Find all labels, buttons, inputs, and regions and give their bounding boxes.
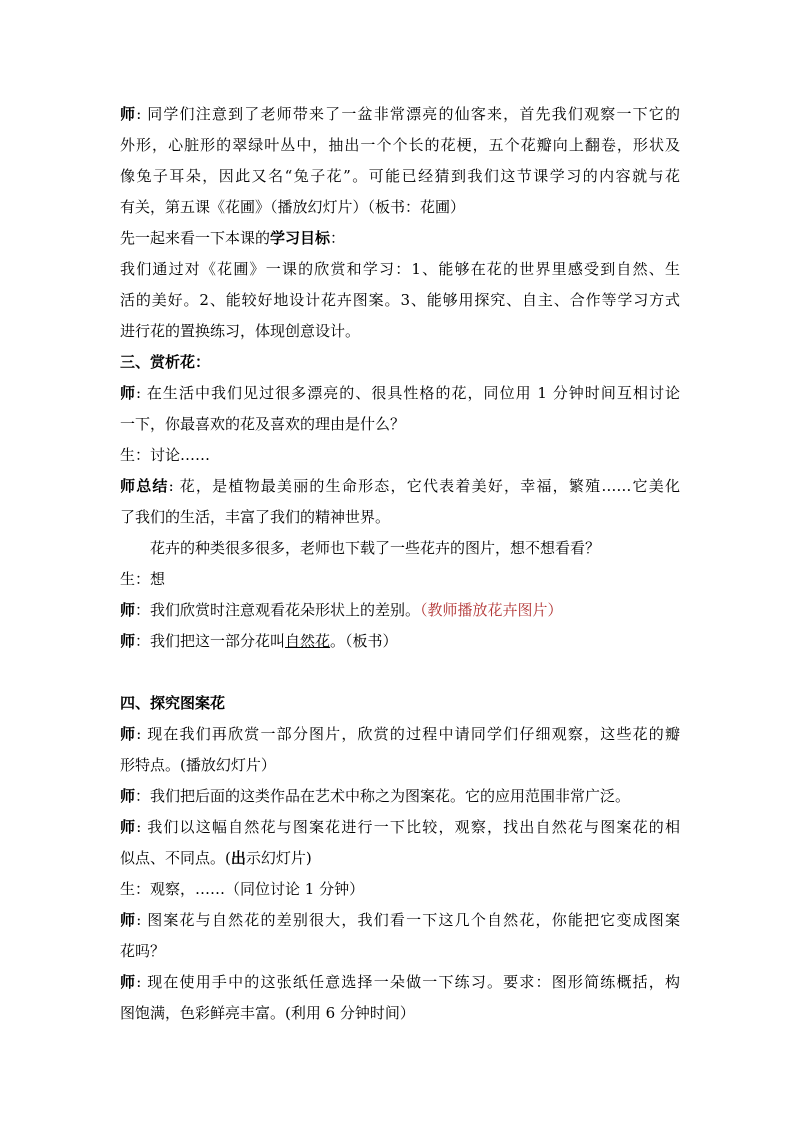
speaker-label: 师 (120, 384, 137, 402)
s4-p1-line-1: 师: 现在我们再欣赏一部分图片，欣赏的过程中请同学们仔细观察，这些花的瓣 (120, 725, 680, 743)
speaker-label: 师 (120, 973, 137, 991)
teacher-action-note: （教师播放花卉图片） (420, 601, 563, 619)
intro-line-1: 师: 同学们注意到了老师带来了一盆非常漂亮的仙客来，首先我们观察一下它的 (120, 105, 680, 123)
student-reply-2: 生：想 (120, 570, 166, 588)
underlined-term: 自然花 (285, 632, 331, 650)
s3-summary-line-2: 了我们的生活，丰富了我们的精神世界。 (120, 508, 391, 526)
s4-p5-line-2: 图饱满，色彩鲜亮丰富。(利用 6 分钟时间） (120, 1004, 415, 1022)
speaker-label: 师 (120, 725, 137, 743)
goal-lead: 先一起来看一下本课的学习目标： (120, 229, 346, 247)
s4-p5-line-1: 师: 现在使用手中的这张纸任意选择一朵做一下练习。要求：图形简练概括，构 (120, 973, 680, 991)
student-reply-1: 生：讨论…… (120, 446, 211, 464)
speaker-label: 师 (120, 105, 137, 123)
intro-line-3: 像兔子耳朵，因此又名“兔子花”。可能已经猜到我们这节课学习的内容就与花 (120, 167, 680, 185)
s3-teacher-line-2: 师：我们把这一部分花叫自然花。（板书） (120, 632, 398, 650)
goal-bold-label: 学习目标 (270, 229, 331, 247)
s3-question-line-2: 一下，你最喜欢的花及喜欢的理由是什么？ (120, 415, 406, 433)
goal-line-1: 我们通过对《花圃》一课的欣赏和学习：1、能够在花的世界里感受到自然、生 (120, 260, 680, 278)
s3-question-line-1: 师: 在生活中我们见过很多漂亮的、很具性格的花，同位用 1 分钟时间互相讨论 (120, 384, 680, 402)
s3-pictures-line: 花卉的种类很多很多，老师也下载了一些花卉的图片，想不想看看？ (150, 539, 601, 557)
intro-line-2: 外形，心脏形的翠绿叶丛中，抽出一个个长的花梗，五个花瓣向上翻卷，形状及 (120, 136, 680, 154)
speaker-label: 师总结 (120, 477, 169, 495)
student-reply-3: 生：观察，……（同位讨论 1 分钟） (120, 880, 365, 898)
s4-p3-line-2: 似点、不同点。(出示幻灯片) (120, 849, 312, 867)
speaker-label: 师 (120, 818, 137, 836)
speaker-label: 师 (120, 632, 136, 650)
goal-line-2: 活的美好。2、能较好地设计花卉图案。3、能够用探究、自主、合作等学习方式 (120, 291, 680, 309)
section-3-heading: 三、赏析花： (120, 353, 211, 371)
s4-p3-line-1: 师: 我们以这幅自然花与图案花进行一下比较，观察，找出自然花与图案花的相 (120, 818, 680, 836)
s4-p1-line-2: 形特点。(播放幻灯片） (120, 756, 276, 774)
section-4-heading: 四、探究图案花 (120, 694, 226, 712)
s3-teacher-line: 师：我们欣赏时注意观看花朵形状上的差别。（教师播放花卉图片） (120, 601, 563, 619)
goal-line-3: 进行花的置换练习，体现创意设计。 (120, 322, 361, 340)
s4-p2-line: 师：我们把后面的这类作品在艺术中称之为图案花。它的应用范围非常广泛。 (120, 787, 631, 805)
speaker-label: 师 (120, 911, 137, 929)
intro-line-4: 有关，第五课《花圃》（播放幻灯片）（板书：花圃） (120, 198, 466, 216)
s3-summary-line-1: 师总结: 花，是植物最美丽的生命形态，它代表着美好，幸福，繁殖……它美化 (120, 477, 680, 495)
s4-p4-line-1: 师: 图案花与自然花的差别很大，我们看一下这几个自然花，你能把它变成图案 (120, 911, 680, 929)
speaker-label: 师 (120, 601, 136, 619)
s4-p4-line-2: 花吗？ (120, 942, 166, 960)
speaker-label: 师 (120, 787, 136, 805)
